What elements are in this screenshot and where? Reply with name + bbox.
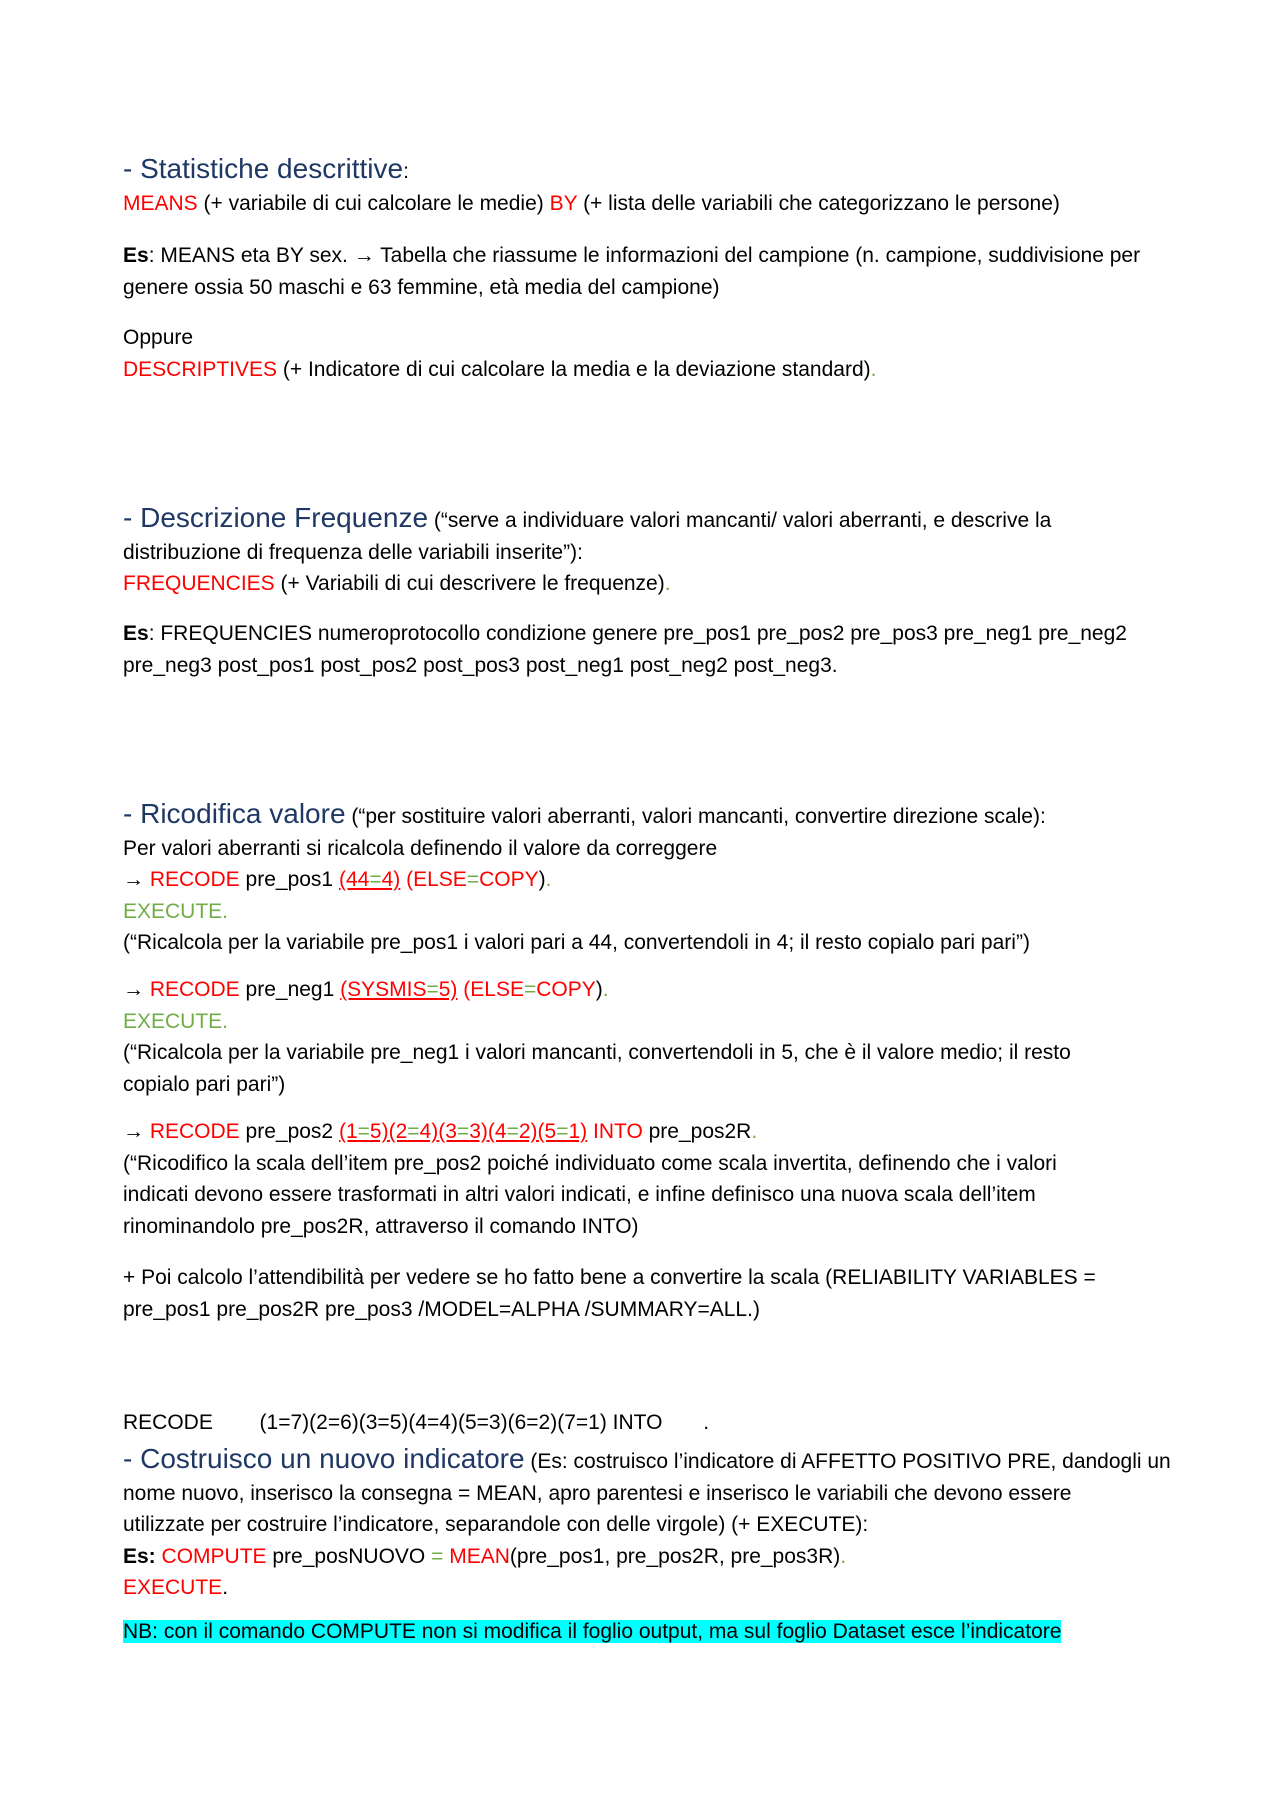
recode-example-3: → RECODE pre_pos2 (1=5)(2=4)(3=3)(4=2)(5=1) INTO pre_pos2R. xyxy=(123,1120,758,1143)
descriptives-syntax: Oppure DESCRIPTIVES (+ Indicatore di cui calcolare la media e la deviazione standard). xyxy=(123,326,877,381)
section-heading: - Costruisco un nuovo indicatore xyxy=(123,1443,525,1474)
command-keyword: BY xyxy=(549,191,578,215)
section-statistiche xyxy=(123,153,1183,219)
recode-example-2: → RECODE pre_neg1 (SYSMIS=5) (ELSE=COPY). xyxy=(123,978,609,1001)
recode-template: RECODE (1=7)(2=6)(3=5)(4=4)(5=3)(6=2)(7=1) INTO . xyxy=(123,1411,710,1434)
means-example: Es: MEANS eta BY sex. → Tabella che riassume le informazioni del campione (n. campione, suddivisione per genere ossia 50 maschi e 63 femmine, età media del campione) xyxy=(123,244,1141,299)
execute-command: EXECUTE xyxy=(123,1576,223,1599)
section-heading: - Descrizione Frequenze xyxy=(123,502,429,533)
section-heading: - Statistiche descrittive xyxy=(123,153,404,184)
reliability-note: + Poi calcolo l’attendibilità per vedere se ho fatto bene a convertire la scala (RELIABILITY VARIABLES = pre_pos1 pre_pos2R pre_pos3 /MODEL=ALPHA /SUMMARY=ALL.) xyxy=(123,1266,1096,1321)
section-frequenze: - Descrizione Frequenze (“serve a individuare valori mancanti/ valori aberranti, e descrive la distribuzione di frequenza delle variabili inserite”): FREQUENCIES (+ Variabili di cui descrivere le frequenze). xyxy=(123,502,1052,595)
command-keyword: FREQUENCIES xyxy=(123,572,275,595)
section-ricodifica: - Ricodifica valore (“per sostituire valori aberranti, valori mancanti, convertire direzione scale): Per valori aberranti si ricalcola definendo il valore da correggere → RECODE pre_pos1 (44=4) (ELSE=COPY). EXECUTE. (“Ricalcola per la variabile pre_pos1 i valori pari a 44, convertendoli in 4; il resto copialo pari pari”) xyxy=(123,798,1183,959)
recode-example-2-block: → RECODE pre_neg1 (SYSMIS=5) (ELSE=COPY). EXECUTE. (“Ricalcola per la variabile pre_neg1 i valori mancanti, convertendoli in 5, che è il valore medio; il resto copialo pari pari”) xyxy=(123,974,1183,1100)
frequencies-example: Es: FREQUENCIES numeroprotocollo condizione genere pre_pos1 pre_pos2 pre_pos3 pre_neg1 pre_neg2 pre_neg3 post_pos1 post_pos2 post_pos3 post_neg1 post_neg2 post_neg3. xyxy=(123,622,1127,677)
nb-note xyxy=(123,1616,1183,1648)
example-label: Es xyxy=(123,622,149,645)
section-heading: - Ricodifica valore xyxy=(123,798,346,829)
heading-line: - Statistiche descrittive: xyxy=(123,153,409,184)
highlighted-note: NB: con il comando COMPUTE non si modifica il foglio output, ma sul foglio Dataset esce l’indicatore xyxy=(123,1620,1062,1643)
execute-command: EXECUTE. xyxy=(123,1009,229,1033)
recode-example-1: → RECODE pre_pos1 (44=4) (ELSE=COPY). xyxy=(123,868,552,891)
recode-example-3-block: → RECODE pre_pos2 (1=5)(2=4)(3=3)(4=2)(5=1) INTO pre_pos2R. (“Ricodifico la scala dell’item pre_pos2 poiché individuato come scala invertita, definendo che i valori indicati devono essere trasformati in altri valori indicati, e infine definisco una nuova scala dell’item rinominandolo pre_pos2R, attraverso il comando INTO) xyxy=(123,1116,1183,1242)
means-syntax: MEANS (+ variabile di cui calcolare le medie) BY (+ lista delle variabili che categorizzano le persone) xyxy=(123,191,1060,215)
compute-syntax: Es: COMPUTE pre_posNUOVO = MEAN(pre_pos1, pre_pos2R, pre_pos3R). xyxy=(123,1544,847,1568)
section-indicatore: - Costruisco un nuovo indicatore (Es: costruisco l’indicatore di AFFETTO POSITIVO PRE, dandogli un nome nuovo, inserisco la consegna = MEAN, apro parentesi e inserisco le variabili che devono essere utilizzate per costruire l’indicatore, separandole con delle virgole) (+ EXECUTE): Es: COMPUTE pre_posNUOVO = MEAN(pre_pos1, pre_pos2R, pre_pos3R). EXECUTE. xyxy=(123,1443,1183,1604)
command-keyword: DESCRIPTIVES xyxy=(123,357,278,381)
execute-command: EXECUTE. xyxy=(123,899,229,923)
example-label: Es xyxy=(123,244,149,267)
command-keyword: MEANS xyxy=(123,191,198,215)
